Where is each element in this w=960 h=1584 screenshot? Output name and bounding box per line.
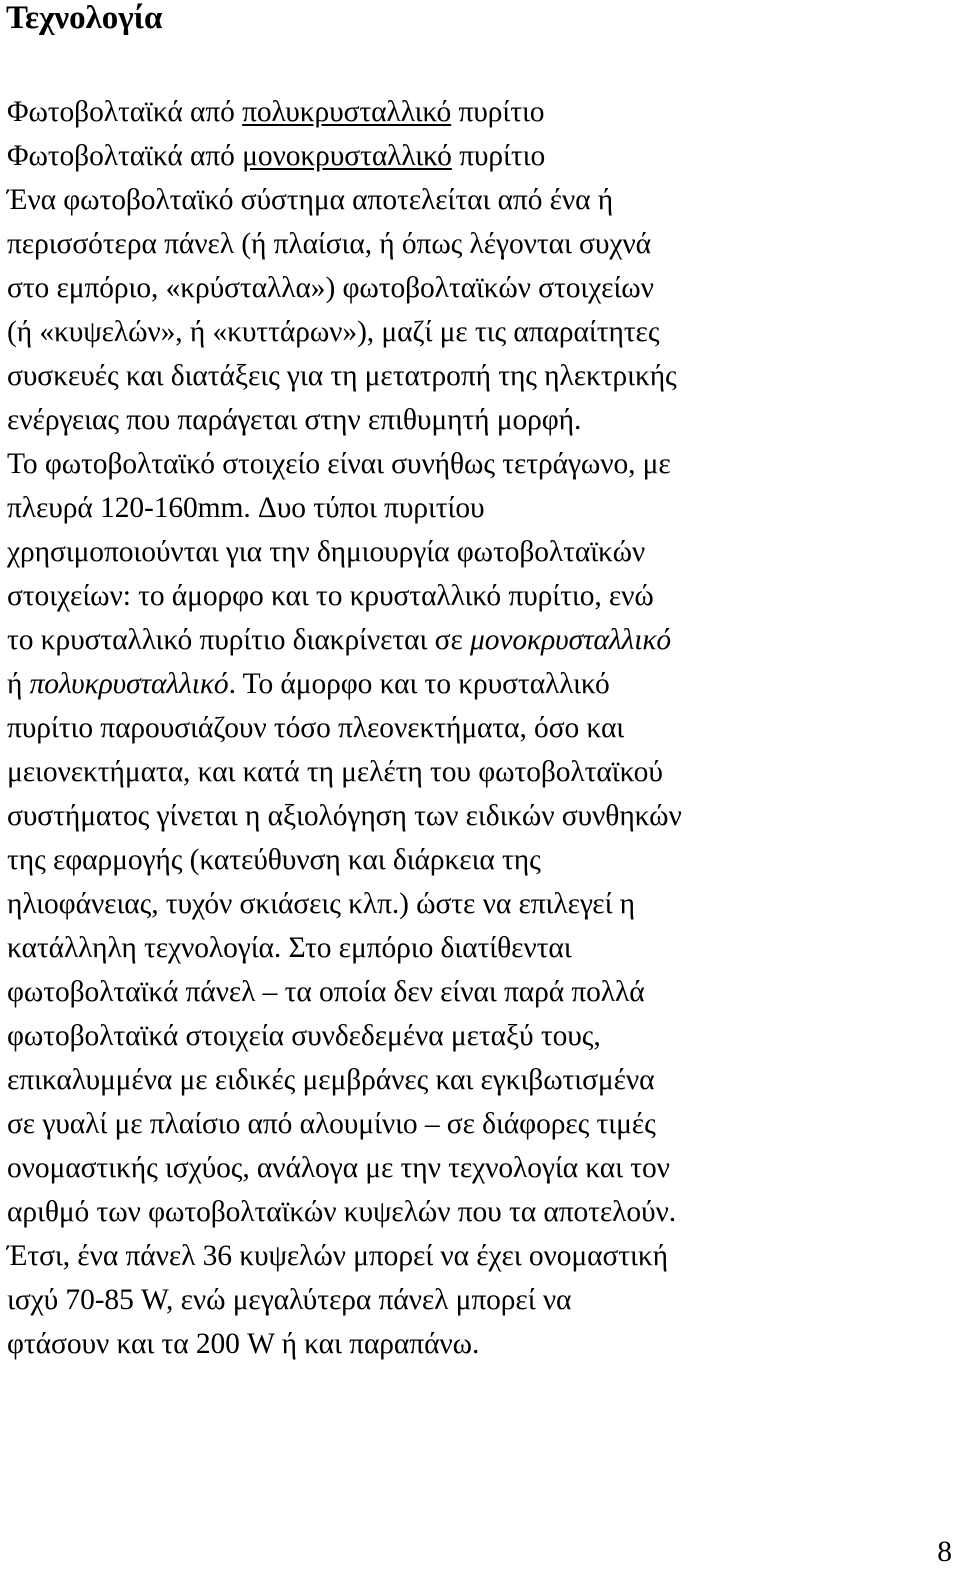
document-body <box>7 90 955 1366</box>
type-suffix: πυρίτιο <box>451 140 546 172</box>
body-line: Το φωτοβολταϊκό στοιχείο είναι συνήθως τετράγωνο, με <box>7 448 671 480</box>
body-line: φτάσουν και τα 200 W ή και παραπάνω. <box>7 1328 480 1360</box>
type-prefix: Φωτοβολταϊκά από <box>7 96 243 128</box>
body-line: σε γυαλί με πλαίσιο από αλουμίνιο – σε διάφορες τιμές <box>7 1108 656 1140</box>
body-line: πυρίτιο παρουσιάζουν τόσο πλεονεκτήματα, όσο και <box>7 712 625 744</box>
body-line: συσκευές και διατάξεις για τη μετατροπή της ηλεκτρικής <box>7 360 677 392</box>
body-line <box>7 662 955 706</box>
monocrystalline-link[interactable]: μονοκρυσταλλικό <box>242 140 452 172</box>
page-number: 8 <box>937 1536 952 1568</box>
body-line: φωτοβολταϊκά πάνελ – τα οποία δεν είναι παρά πολλά <box>7 976 645 1008</box>
body-line: μειονεκτήματα, και κατά τη μελέτη του φωτοβολταϊκού <box>7 756 663 788</box>
page-title: Τεχνολογία <box>6 0 163 36</box>
body-line: φωτοβολταϊκά στοιχεία συνδεδεμένα μεταξύ τους, <box>7 1020 601 1052</box>
body-line: περισσότερα πάνελ (ή πλαίσια, ή όπως λέγονται συχνά <box>7 228 651 260</box>
body-line: ονομαστικής ισχύος, ανάλογα με την τεχνολογία και τον <box>7 1152 670 1184</box>
polycrystalline-link[interactable]: πολυκρυσταλλικό <box>242 96 452 128</box>
body-line: συστήματος γίνεται η αξιολόγηση των ειδικών συνθηκών <box>7 800 682 832</box>
italic-term: μονοκρυσταλλικό <box>470 624 672 656</box>
body-line: της εφαρμογής (κατεύθυνση και διάρκεια της <box>7 844 541 876</box>
body-text: ή <box>7 668 30 700</box>
body-line: χρησιμοποιούνται για την δημιουργία φωτοβολταϊκών <box>7 536 646 568</box>
body-line: αριθμό των φωτοβολταϊκών κυψελών που τα αποτελούν. <box>7 1196 677 1228</box>
body-line: επικαλυμμένα με ειδικές μεμβράνες και εγκιβωτισμένα <box>7 1064 655 1096</box>
body-line: πλευρά 120-160mm. Δυο τύποι πυριτίου <box>7 492 485 524</box>
body-line <box>7 618 955 662</box>
body-text: . Το άμορφο και το κρυσταλλικό <box>228 668 610 700</box>
type-monocrystalline-line <box>7 134 955 178</box>
body-line: ηλιοφάνειας, τυχόν σκιάσεις κλπ.) ώστε να επιλεγεί η <box>7 888 636 920</box>
body-line: στοιχείων: το άμορφο και το κρυσταλλικό πυρίτιο, ενώ <box>7 580 654 612</box>
type-polycrystalline-line <box>7 90 955 134</box>
body-line: στο εμπόριο, «κρύσταλλα») φωτοβολταϊκών στοιχείων <box>7 272 654 304</box>
body-line: ισχύ 70-85 W, ενώ μεγαλύτερα πάνελ μπορεί να <box>7 1284 572 1316</box>
italic-term: πολυκρυσταλλικό <box>29 668 229 700</box>
body-line: Ένα φωτοβολταϊκό σύστημα αποτελείται από ένα ή <box>7 184 614 216</box>
body-line: Έτσι, ένα πάνελ 36 κυψελών μπορεί να έχει ονομαστική <box>7 1240 668 1272</box>
body-line: (ή «κυψελών», ή «κυττάρων»), μαζί με τις απαραίτητες <box>7 316 660 348</box>
body-line: κατάλληλη τεχνολογία. Στο εμπόριο διατίθενται <box>7 932 572 964</box>
type-prefix: Φωτοβολταϊκά από <box>7 140 243 172</box>
type-suffix: πυρίτιο <box>451 96 545 128</box>
body-line: ενέργειας που παράγεται στην επιθυμητή μορφή. <box>7 404 582 436</box>
body-text: το κρυσταλλικό πυρίτιο διακρίνεται σε <box>7 624 471 656</box>
